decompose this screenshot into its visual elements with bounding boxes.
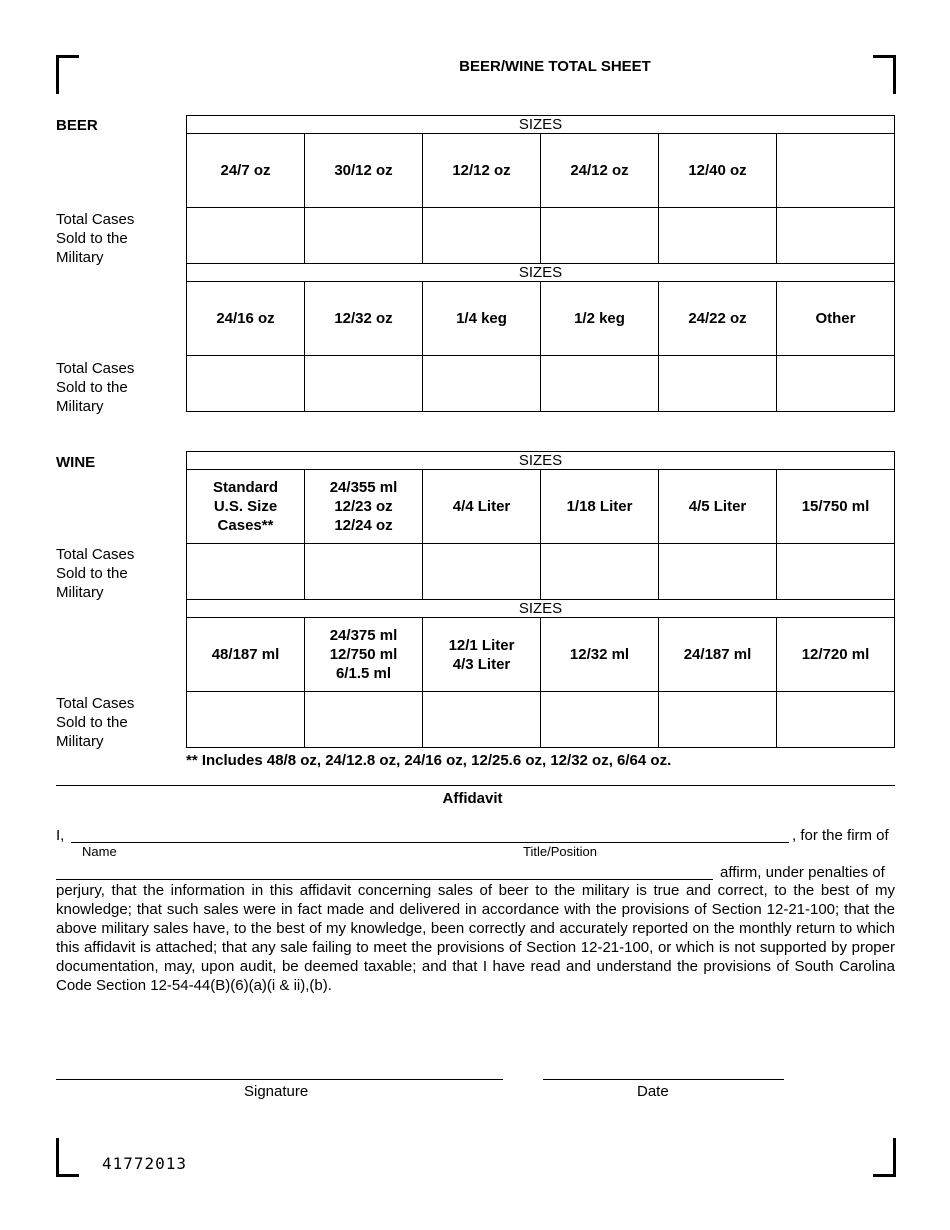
beer-size-header — [541, 134, 659, 208]
row-label-line: Total Cases — [56, 360, 135, 377]
beer-cases-input-b-cell[interactable] — [777, 356, 895, 412]
wine-size-header — [541, 470, 659, 544]
wine-cases-input-a-cell[interactable] — [777, 544, 895, 600]
wine-size-label: 4/3 Liter — [452, 655, 511, 673]
wine-size-header — [659, 470, 777, 544]
firm-of-text: , for the firm of — [792, 827, 889, 844]
beer-size-header — [187, 282, 305, 356]
section-divider — [56, 785, 895, 786]
beer-cases-input-a-cell[interactable] — [305, 208, 423, 264]
wine-cases-input-a-cell[interactable] — [305, 544, 423, 600]
beer-size-header — [777, 134, 895, 208]
beer-cases-input-a-cell[interactable] — [541, 208, 659, 264]
wine-cases-input-b-cell[interactable] — [541, 692, 659, 748]
beer-cases-input-b-cell[interactable] — [659, 356, 777, 412]
wine-size-label: 12/23 oz — [334, 498, 393, 515]
beer-size-label: Other — [815, 310, 856, 327]
beer-size-label: 30/12 oz — [334, 162, 393, 179]
wine-table — [186, 451, 895, 748]
signature-caption: Signature — [244, 1083, 309, 1100]
wine-size-label: U.S. Size — [213, 498, 278, 515]
wine-size-header — [777, 470, 895, 544]
firm-name-input-line[interactable] — [56, 879, 713, 880]
beer-cases-input-b-cell[interactable] — [187, 356, 305, 412]
beer-cases-row-1 — [187, 208, 895, 264]
wine-size-label: 12/720 ml — [801, 646, 870, 663]
affidavit-body: perjury, that the information in this affidavit concerning sales of beer to the military is true and correct, to the best of my knowledge; that such sales were in fact made and delivered in accordance with the provisions of Section 12-21-100; that the above military sales have, to the best of my knowledge, been correctly and accurately reported on the monthly return to which this affidavit is attached; that any sale failing to meet the provisions of Section 12-21-100, or which is not supported by proper documentation, may, upon audit, be deemed taxable; and that I have read and understand the provisions of South Carolina Code Section 12-54-44(B)(6)(a)(i & ii),(b). — [56, 882, 895, 994]
wine-sizes-header-2: SIZES — [187, 600, 895, 618]
corner-mark-bottom-left — [56, 1138, 79, 1177]
wine-cases-input-a-cell[interactable] — [423, 544, 541, 600]
name-caption: Name — [82, 844, 117, 859]
wine-row-label-2 — [56, 694, 134, 751]
wine-sizes-row-1 — [187, 470, 895, 544]
wine-cases-input-b-cell[interactable] — [423, 692, 541, 748]
title-position-caption: Title/Position — [523, 844, 597, 859]
beer-row-label-2 — [56, 359, 134, 416]
wine-size-header — [777, 618, 895, 692]
wine-cases-input-b-cell[interactable] — [777, 692, 895, 748]
page-title: BEER/WINE TOTAL SHEET — [459, 58, 651, 75]
wine-size-label: 48/187 ml — [211, 646, 280, 663]
wine-section-label: WINE — [56, 454, 96, 471]
affidavit-title: Affidavit — [442, 790, 503, 807]
beer-cases-input-b-cell[interactable] — [305, 356, 423, 412]
wine-cases-input-b-cell[interactable] — [305, 692, 423, 748]
beer-size-header — [777, 282, 895, 356]
wine-size-header — [187, 470, 305, 544]
wine-size-header — [423, 470, 541, 544]
row-label-line: Military — [56, 398, 104, 415]
beer-sizes-header-1: SIZES — [187, 116, 895, 134]
beer-size-label: 24/16 oz — [216, 310, 275, 327]
row-label-line: Military — [56, 733, 104, 750]
row-label-line: Military — [56, 584, 104, 601]
beer-sizes-row-1 — [187, 134, 895, 208]
wine-cases-row-1 — [187, 544, 895, 600]
corner-mark-bottom-right — [873, 1138, 896, 1177]
wine-size-label: 24/375 ml — [329, 627, 398, 644]
date-caption: Date — [637, 1083, 669, 1100]
beer-cases-input-a-cell[interactable] — [187, 208, 305, 264]
date-input-line[interactable] — [543, 1079, 784, 1080]
row-label-line: Sold to the — [56, 230, 128, 247]
wine-size-label: 24/355 ml — [329, 479, 398, 496]
beer-size-label: 24/12 oz — [570, 162, 629, 179]
affirm-text: affirm, under penalties of — [720, 864, 885, 881]
wine-size-label: 24/187 ml — [683, 646, 752, 663]
beer-size-label: 1/2 keg — [574, 310, 625, 327]
beer-sizes-row-2 — [187, 282, 895, 356]
wine-size-label: 12/1 Liter — [448, 636, 515, 654]
beer-size-label: 24/22 oz — [688, 310, 747, 327]
row-label-line: Sold to the — [56, 379, 128, 396]
wine-row-label-1 — [56, 545, 134, 602]
beer-size-header — [541, 282, 659, 356]
beer-size-header — [659, 134, 777, 208]
signature-input-line[interactable] — [56, 1079, 503, 1080]
beer-cases-input-b-cell[interactable] — [423, 356, 541, 412]
beer-size-header — [305, 134, 423, 208]
row-label-line: Total Cases — [56, 546, 135, 563]
beer-size-label: 12/32 oz — [334, 310, 393, 327]
wine-size-header — [541, 618, 659, 692]
wine-cases-input-b-cell[interactable] — [659, 692, 777, 748]
wine-size-label: 15/750 ml — [801, 498, 870, 515]
form-number: 41772013 — [102, 1154, 188, 1173]
beer-cases-input-a-cell[interactable] — [423, 208, 541, 264]
row-label-line: Total Cases — [56, 695, 135, 712]
name-title-input-line[interactable] — [71, 842, 789, 843]
wine-cases-input-b-cell[interactable] — [187, 692, 305, 748]
wine-size-label: 4/5 Liter — [688, 498, 747, 515]
beer-cases-input-a-cell[interactable] — [659, 208, 777, 264]
beer-size-header — [305, 282, 423, 356]
beer-sizes-header-2: SIZES — [187, 264, 895, 282]
beer-size-header — [423, 282, 541, 356]
row-label-line: Military — [56, 249, 104, 266]
wine-cases-row-2 — [187, 692, 895, 748]
beer-row-label-1 — [56, 210, 134, 267]
wine-size-label: Standard — [212, 479, 278, 496]
wine-size-header — [423, 618, 541, 692]
beer-size-label: 24/7 oz — [220, 162, 271, 179]
beer-section-label: BEER — [56, 117, 98, 134]
wine-size-header — [659, 618, 777, 692]
row-label-line: Sold to the — [56, 714, 128, 731]
wine-cases-input-a-cell[interactable] — [187, 544, 305, 600]
beer-size-header — [659, 282, 777, 356]
wine-cases-input-a-cell[interactable] — [659, 544, 777, 600]
wine-size-header — [305, 618, 423, 692]
wine-sizes-row-2 — [187, 618, 895, 692]
row-label-line: Sold to the — [56, 565, 128, 582]
affidavit-i-prefix: I, — [56, 827, 65, 844]
wine-size-header — [305, 470, 423, 544]
wine-size-label: 12/32 ml — [569, 646, 630, 663]
wine-sizes-header-1: SIZES — [187, 452, 895, 470]
beer-size-label: 12/12 oz — [452, 162, 511, 179]
beer-size-header — [423, 134, 541, 208]
wine-size-header — [187, 618, 305, 692]
wine-size-label: 1/18 Liter — [566, 498, 633, 515]
wine-size-label: 6/1.5 ml — [335, 665, 392, 682]
beer-size-label: 1/4 keg — [456, 310, 507, 327]
beer-cases-input-b-cell[interactable] — [541, 356, 659, 412]
wine-size-label: 12/24 oz — [334, 517, 393, 534]
wine-size-label: 12/750 ml — [329, 646, 398, 663]
wine-size-label: Cases** — [217, 517, 274, 534]
sizes-footnote: ** Includes 48/8 oz, 24/12.8 oz, 24/16 oz, 12/25.6 oz, 12/32 oz, 6/64 oz. — [186, 752, 672, 769]
beer-cases-row-2 — [187, 356, 895, 412]
beer-cases-input-a-cell[interactable] — [777, 208, 895, 264]
beer-size-header — [187, 134, 305, 208]
wine-size-label: 4/4 Liter — [452, 498, 511, 515]
beer-size-label: 12/40 oz — [688, 162, 747, 179]
row-label-line: Total Cases — [56, 211, 135, 228]
wine-cases-input-a-cell[interactable] — [541, 544, 659, 600]
beer-table — [186, 115, 895, 412]
